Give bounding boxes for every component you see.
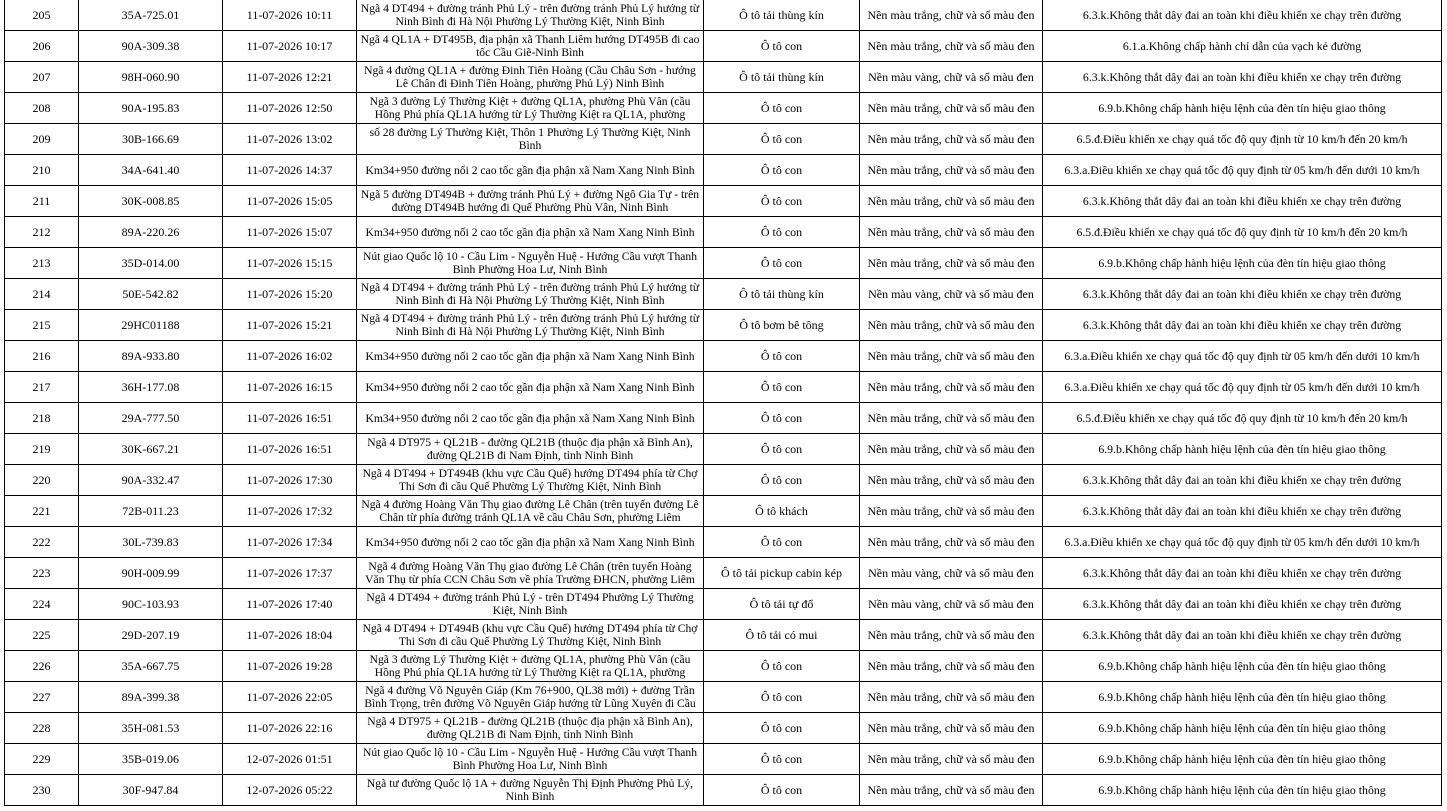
table-row xyxy=(5,155,1442,186)
timestamp-cell: 11-07-2026 17:40 xyxy=(223,589,357,620)
location-text: Nút giao Quốc lộ 10 - Cầu Lim - Nguyễn Huệ - Hướng Cầu vượt Thanh Bình Phường Hoa Lư, Ninh Bình xyxy=(362,250,698,276)
location-cell xyxy=(357,496,704,527)
location-cell xyxy=(357,341,704,372)
vehicle-type-cell: Ô tô tải có mui xyxy=(704,620,860,651)
timestamp-cell: 11-07-2026 15:21 xyxy=(223,310,357,341)
timestamp-cell: 11-07-2026 22:16 xyxy=(223,713,357,744)
vehicle-type-cell: Ô tô bơm bê tông xyxy=(704,310,860,341)
violation-cell: 6.5.đ.Điều khiển xe chạy quá tốc độ quy định từ 10 km/h đến 20 km/h xyxy=(1043,124,1442,155)
violation-cell: 6.9.b.Không chấp hành hiệu lệnh của đèn tín hiệu giao thông xyxy=(1043,775,1442,806)
location-text: Ngã 4 DT494 + đường tránh Phủ Lý - trên DT494 Phường Lý Thường Kiệt, Ninh Bình xyxy=(366,591,694,617)
vehicle-type-cell: Ô tô con xyxy=(704,465,860,496)
row-number-cell: 219 xyxy=(5,434,79,465)
table-row xyxy=(5,310,1442,341)
plate-color-cell: Nền màu trắng, chữ và số màu đen xyxy=(860,434,1043,465)
violation-cell: 6.3.k.Không thắt dây đai an toàn khi điều khiển xe chạy trên đường xyxy=(1043,279,1442,310)
location-text: Km34+950 đường nối 2 cao tốc gần địa phận xã Nam Xang Ninh Bình xyxy=(365,349,695,363)
timestamp-cell: 11-07-2026 16:15 xyxy=(223,372,357,403)
row-number-cell: 211 xyxy=(5,186,79,217)
violation-cell: 6.3.k.Không thắt dây đai an toàn khi điều khiển xe chạy trên đường xyxy=(1043,620,1442,651)
vehicle-type-cell: Ô tô tải pickup cabin kép xyxy=(704,558,860,589)
timestamp-cell: 11-07-2026 14:37 xyxy=(223,155,357,186)
table-row xyxy=(5,403,1442,434)
row-number-cell: 225 xyxy=(5,620,79,651)
vehicle-type-cell: Ô tô con xyxy=(704,186,860,217)
table-row xyxy=(5,682,1442,713)
license-plate-cell: 90H-009.99 xyxy=(79,558,223,589)
vehicle-type-cell: Ô tô con xyxy=(704,434,860,465)
row-number-cell: 217 xyxy=(5,372,79,403)
timestamp-cell: 11-07-2026 10:17 xyxy=(223,31,357,62)
timestamp-cell: 11-07-2026 16:02 xyxy=(223,341,357,372)
location-text: Ngã 4 DT975 + QL21B - đường QL21B (thuộc địa phận xã Bình An), đường QL21B đi Nam Định, tỉnh Ninh Bình xyxy=(367,715,693,741)
location-cell xyxy=(357,682,704,713)
license-plate-cell: 90C-103.93 xyxy=(79,589,223,620)
violation-cell: 6.9.b.Không chấp hành hiệu lệnh của đèn tín hiệu giao thông xyxy=(1043,682,1442,713)
location-text: Km34+950 đường nối 2 cao tốc gần địa phận xã Nam Xang Ninh Bình xyxy=(365,535,695,549)
vehicle-type-cell: Ô tô tải tự đổ xyxy=(704,589,860,620)
location-cell xyxy=(357,558,704,589)
violation-cell: 6.9.b.Không chấp hành hiệu lệnh của đèn tín hiệu giao thông xyxy=(1043,651,1442,682)
timestamp-cell: 11-07-2026 19:28 xyxy=(223,651,357,682)
violation-cell: 6.3.k.Không thắt dây đai an toàn khi điều khiển xe chạy trên đường xyxy=(1043,465,1442,496)
license-plate-cell: 35H-081.53 xyxy=(79,713,223,744)
row-number-cell: 209 xyxy=(5,124,79,155)
plate-color-cell: Nền màu trắng, chữ và số màu đen xyxy=(860,682,1043,713)
location-cell xyxy=(357,186,704,217)
timestamp-cell: 12-07-2026 01:51 xyxy=(223,744,357,775)
row-number-cell: 210 xyxy=(5,155,79,186)
vehicle-type-cell: Ô tô con xyxy=(704,651,860,682)
location-cell xyxy=(357,620,704,651)
location-text: số 28 đường Lý Thường Kiệt, Thôn 1 Phường Lý Thường Kiệt, Ninh Bình xyxy=(369,126,691,152)
location-text: Ngã 4 QL1A + DT495B, địa phận xã Thanh Liêm hướng DT495B đi cao tốc Cầu Giẽ-Ninh Bình xyxy=(360,33,700,59)
plate-color-cell: Nền màu vàng, chữ và số màu đen xyxy=(860,558,1043,589)
license-plate-cell: 90A-332.47 xyxy=(79,465,223,496)
plate-color-cell: Nền màu trắng, chữ và số màu đen xyxy=(860,217,1043,248)
table-row xyxy=(5,589,1442,620)
row-number-cell: 214 xyxy=(5,279,79,310)
license-plate-cell: 98H-060.90 xyxy=(79,62,223,93)
table-row xyxy=(5,124,1442,155)
plate-color-cell: Nền màu trắng, chữ và số màu đen xyxy=(860,31,1043,62)
vehicle-type-cell: Ô tô con xyxy=(704,713,860,744)
license-plate-cell: 29A-777.50 xyxy=(79,403,223,434)
plate-color-cell: Nền màu trắng, chữ và số màu đen xyxy=(860,465,1043,496)
timestamp-cell: 11-07-2026 17:37 xyxy=(223,558,357,589)
license-plate-cell: 30B-166.69 xyxy=(79,124,223,155)
violation-cell: 6.3.k.Không thắt dây đai an toàn khi điều khiển xe chạy trên đường xyxy=(1043,589,1442,620)
vehicle-type-cell: Ô tô con xyxy=(704,527,860,558)
location-text: Km34+950 đường nối 2 cao tốc gần địa phận xã Nam Xang Ninh Bình xyxy=(365,163,695,177)
plate-color-cell: Nền màu trắng, chữ và số màu đen xyxy=(860,0,1043,31)
violations-table xyxy=(4,0,1442,806)
timestamp-cell: 11-07-2026 15:20 xyxy=(223,279,357,310)
table-row xyxy=(5,434,1442,465)
row-number-cell: 208 xyxy=(5,93,79,124)
license-plate-cell: 35A-725.01 xyxy=(79,0,223,31)
table-row xyxy=(5,248,1442,279)
timestamp-cell: 11-07-2026 12:21 xyxy=(223,62,357,93)
table-row xyxy=(5,775,1442,806)
location-cell xyxy=(357,310,704,341)
row-number-cell: 218 xyxy=(5,403,79,434)
plate-color-cell: Nền màu trắng, chữ và số màu đen xyxy=(860,744,1043,775)
plate-color-cell: Nền màu vàng, chữ và số màu đen xyxy=(860,62,1043,93)
timestamp-cell: 11-07-2026 15:07 xyxy=(223,217,357,248)
table-row xyxy=(5,465,1442,496)
vehicle-type-cell: Ô tô con xyxy=(704,403,860,434)
timestamp-cell: 11-07-2026 18:04 xyxy=(223,620,357,651)
vehicle-type-cell: Ô tô con xyxy=(704,775,860,806)
vehicle-type-cell: Ô tô tải thùng kín xyxy=(704,279,860,310)
violation-cell: 6.3.a.Điều khiển xe chạy quá tốc độ quy định từ 05 km/h đến dưới 10 km/h xyxy=(1043,341,1442,372)
vehicle-type-cell: Ô tô tải thùng kín xyxy=(704,0,860,31)
violation-cell: 6.3.k.Không thắt dây đai an toàn khi điều khiển xe chạy trên đường xyxy=(1043,186,1442,217)
timestamp-cell: 11-07-2026 22:05 xyxy=(223,682,357,713)
license-plate-cell: 89A-220.26 xyxy=(79,217,223,248)
violation-cell: 6.5.đ.Điều khiển xe chạy quá tốc độ quy định từ 10 km/h đến 20 km/h xyxy=(1043,403,1442,434)
table-row xyxy=(5,713,1442,744)
table-row xyxy=(5,62,1442,93)
location-cell xyxy=(357,31,704,62)
row-number-cell: 221 xyxy=(5,496,79,527)
row-number-cell: 226 xyxy=(5,651,79,682)
timestamp-cell: 11-07-2026 16:51 xyxy=(223,403,357,434)
timestamp-cell: 11-07-2026 12:50 xyxy=(223,93,357,124)
license-plate-cell: 30K-008.85 xyxy=(79,186,223,217)
plate-color-cell: Nền màu trắng, chữ và số màu đen xyxy=(860,186,1043,217)
table-body xyxy=(5,0,1442,806)
location-cell xyxy=(357,403,704,434)
location-text: Ngã tư đường Quốc lộ 1A + đường Nguyễn Thị Định Phường Phủ Lý, Ninh Bình xyxy=(366,777,694,803)
vehicle-type-cell: Ô tô con xyxy=(704,744,860,775)
vehicle-type-cell: Ô tô con xyxy=(704,124,860,155)
plate-color-cell: Nền màu vàng, chữ và số màu đen xyxy=(860,279,1043,310)
location-text: Ngã 3 đường Lý Thường Kiệt + đường QL1A, phường Phù Vân (cầu Hồng Phú phía QL1A hướng từ Lý Thường Kiệt ra QL1A, phường xyxy=(369,95,691,121)
license-plate-cell: 35A-667.75 xyxy=(79,651,223,682)
location-text: Km34+950 đường nối 2 cao tốc gần địa phận xã Nam Xang Ninh Bình xyxy=(365,380,695,394)
row-number-cell: 222 xyxy=(5,527,79,558)
vehicle-type-cell: Ô tô con xyxy=(704,248,860,279)
vehicle-type-cell: Ô tô con xyxy=(704,341,860,372)
violation-cell: 6.9.b.Không chấp hành hiệu lệnh của đèn tín hiệu giao thông xyxy=(1043,713,1442,744)
table-row xyxy=(5,620,1442,651)
location-text: Ngã 4 DT494 + DT494B (khu vực Cầu Quế) hướng DT494 phía từ Chợ Thi Sơn đi cầu Quế Phường Lý Thường Kiệt, Ninh Bình xyxy=(362,467,698,493)
table-row xyxy=(5,279,1442,310)
plate-color-cell: Nền màu trắng, chữ và số màu đen xyxy=(860,155,1043,186)
license-plate-cell: 90A-309.38 xyxy=(79,31,223,62)
row-number-cell: 216 xyxy=(5,341,79,372)
plate-color-cell: Nền màu trắng, chữ và số màu đen xyxy=(860,124,1043,155)
location-text: Ngã 4 DT975 + QL21B - đường QL21B (thuộc địa phận xã Bình An), đường QL21B đi Nam Định, tỉnh Ninh Bình xyxy=(367,436,693,462)
timestamp-cell: 11-07-2026 16:51 xyxy=(223,434,357,465)
table-row xyxy=(5,372,1442,403)
license-plate-cell: 50E-542.82 xyxy=(79,279,223,310)
license-plate-cell: 29HC01188 xyxy=(79,310,223,341)
license-plate-cell: 90A-195.83 xyxy=(79,93,223,124)
location-text: Ngã 3 đường Lý Thường Kiệt + đường QL1A, phường Phù Vân (cầu Hồng Phú phía QL1A hướng từ Lý Thường Kiệt ra QL1A, phường xyxy=(369,653,691,679)
location-cell xyxy=(357,124,704,155)
license-plate-cell: 34A-641.40 xyxy=(79,155,223,186)
location-text: Ngã 4 DT494 + DT494B (khu vực Cầu Quế) hướng DT494 phía từ Chợ Thi Sơn đi cầu Quế Phường Lý Thường Kiệt, Ninh Bình xyxy=(362,622,698,648)
location-text: Ngã 4 DT494 + đường tránh Phủ Lý - trên đường tránh Phủ Lý hướng từ Ninh Bình đi Hà Nội Phường Lý Thường Kiệt, Ninh Bình xyxy=(360,281,700,307)
table-row xyxy=(5,0,1442,31)
location-cell xyxy=(357,279,704,310)
table-row xyxy=(5,217,1442,248)
license-plate-cell: 35B-019.06 xyxy=(79,744,223,775)
plate-color-cell: Nền màu trắng, chữ và số màu đen xyxy=(860,93,1043,124)
plate-color-cell: Nền màu trắng, chữ và số màu đen xyxy=(860,713,1043,744)
location-text: Ngã 4 DT494 + đường tránh Phủ Lý - trên đường tránh Phủ Lý hướng từ Ninh Bình đi Hà Nội Phường Lý Thường Kiệt, Ninh Bình xyxy=(360,2,700,28)
violation-cell: 6.9.b.Không chấp hành hiệu lệnh của đèn tín hiệu giao thông xyxy=(1043,744,1442,775)
row-number-cell: 223 xyxy=(5,558,79,589)
row-number-cell: 227 xyxy=(5,682,79,713)
location-text: Ngã 4 đường Hoàng Văn Thụ giao đường Lê Chân (trên tuyến đường Lê Chân từ phía đường tránh QL1A về cầu Châu Sơn, phường Liêm xyxy=(361,498,699,524)
vehicle-type-cell: Ô tô tải thùng kín xyxy=(704,62,860,93)
location-text: Ngã 4 đường QL1A + đường Đinh Tiên Hoàng (Cầu Châu Sơn - hướng Lê Chân đi Đinh Tiên Hoàng, phường Phủ Lý) Ninh Bình xyxy=(364,64,696,90)
table-row xyxy=(5,558,1442,589)
row-number-cell: 213 xyxy=(5,248,79,279)
location-cell xyxy=(357,713,704,744)
location-text: Ngã 4 đường Võ Nguyên Giáp (Km 76+900, QL38 mới) + đường Trần Bình Trọng, trên đường Võ Nguyên Giáp hướng từ Lũng Xuyên đi Cầu xyxy=(364,684,696,710)
plate-color-cell: Nền màu trắng, chữ và số màu đen xyxy=(860,310,1043,341)
timestamp-cell: 11-07-2026 15:05 xyxy=(223,186,357,217)
license-plate-cell: 30F-947.84 xyxy=(79,775,223,806)
row-number-cell: 206 xyxy=(5,31,79,62)
table-row xyxy=(5,93,1442,124)
row-number-cell: 224 xyxy=(5,589,79,620)
location-cell xyxy=(357,372,704,403)
license-plate-cell: 89A-399.38 xyxy=(79,682,223,713)
location-cell xyxy=(357,0,704,31)
table-row xyxy=(5,31,1442,62)
location-cell xyxy=(357,434,704,465)
violation-cell: 6.3.k.Không thắt dây đai an toàn khi điều khiển xe chạy trên đường xyxy=(1043,496,1442,527)
vehicle-type-cell: Ô tô con xyxy=(704,372,860,403)
location-cell xyxy=(357,527,704,558)
timestamp-cell: 11-07-2026 17:34 xyxy=(223,527,357,558)
location-cell xyxy=(357,93,704,124)
row-number-cell: 230 xyxy=(5,775,79,806)
violation-cell: 6.3.k.Không thắt dây đai an toàn khi điều khiển xe chạy trên đường xyxy=(1043,0,1442,31)
license-plate-cell: 89A-933.80 xyxy=(79,341,223,372)
vehicle-type-cell: Ô tô con xyxy=(704,155,860,186)
location-cell xyxy=(357,155,704,186)
license-plate-cell: 30L-739.83 xyxy=(79,527,223,558)
license-plate-cell: 35D-014.00 xyxy=(79,248,223,279)
row-number-cell: 215 xyxy=(5,310,79,341)
table-row xyxy=(5,496,1442,527)
plate-color-cell: Nền màu trắng, chữ và số màu đen xyxy=(860,248,1043,279)
license-plate-cell: 36H-177.08 xyxy=(79,372,223,403)
timestamp-cell: 12-07-2026 05:22 xyxy=(223,775,357,806)
row-number-cell: 228 xyxy=(5,713,79,744)
plate-color-cell: Nền màu trắng, chữ và số màu đen xyxy=(860,403,1043,434)
row-number-cell: 229 xyxy=(5,744,79,775)
location-cell xyxy=(357,465,704,496)
location-text: Nút giao Quốc lộ 10 - Cầu Lim - Nguyễn Huệ - Hướng Cầu vượt Thanh Bình Phường Hoa Lư, Ninh Bình xyxy=(362,746,698,772)
vehicle-type-cell: Ô tô con xyxy=(704,31,860,62)
violation-cell: 6.9.b.Không chấp hành hiệu lệnh của đèn tín hiệu giao thông xyxy=(1043,434,1442,465)
plate-color-cell: Nền màu trắng, chữ và số màu đen xyxy=(860,775,1043,806)
table-row xyxy=(5,527,1442,558)
table-row xyxy=(5,651,1442,682)
license-plate-cell: 72B-011.23 xyxy=(79,496,223,527)
location-cell xyxy=(357,589,704,620)
row-number-cell: 212 xyxy=(5,217,79,248)
plate-color-cell: Nền màu vàng, chữ và số màu đen xyxy=(860,589,1043,620)
violation-cell: 6.3.a.Điều khiển xe chạy quá tốc độ quy định từ 05 km/h đến dưới 10 km/h xyxy=(1043,372,1442,403)
vehicle-type-cell: Ô tô con xyxy=(704,217,860,248)
vehicle-type-cell: Ô tô con xyxy=(704,682,860,713)
location-text: Km34+950 đường nối 2 cao tốc gần địa phận xã Nam Xang Ninh Bình xyxy=(365,225,695,239)
violation-cell: 6.5.đ.Điều khiển xe chạy quá tốc độ quy định từ 10 km/h đến 20 km/h xyxy=(1043,217,1442,248)
violation-cell: 6.9.b.Không chấp hành hiệu lệnh của đèn tín hiệu giao thông xyxy=(1043,248,1442,279)
location-cell xyxy=(357,744,704,775)
violation-cell: 6.3.k.Không thắt dây đai an toàn khi điều khiển xe chạy trên đường xyxy=(1043,62,1442,93)
timestamp-cell: 11-07-2026 13:02 xyxy=(223,124,357,155)
plate-color-cell: Nền màu trắng, chữ và số màu đen xyxy=(860,496,1043,527)
row-number-cell: 205 xyxy=(5,0,79,31)
table-row xyxy=(5,744,1442,775)
timestamp-cell: 11-07-2026 17:32 xyxy=(223,496,357,527)
violation-cell: 6.3.a.Điều khiển xe chạy quá tốc độ quy định từ 05 km/h đến dưới 10 km/h xyxy=(1043,155,1442,186)
location-cell xyxy=(357,217,704,248)
timestamp-cell: 11-07-2026 10:11 xyxy=(223,0,357,31)
table-row xyxy=(5,341,1442,372)
plate-color-cell: Nền màu trắng, chữ và số màu đen xyxy=(860,651,1043,682)
location-text: Ngã 4 đường Hoàng Văn Thụ giao đường Lê Chân (trên tuyến Hoàng Văn Thụ từ phía CCN Châu Sơn về phía Trường ĐHCN, phường Liêm xyxy=(365,560,695,586)
violation-cell: 6.3.k.Không thắt dây đai an toàn khi điều khiển xe chạy trên đường xyxy=(1043,310,1442,341)
violation-cell: 6.9.b.Không chấp hành hiệu lệnh của đèn tín hiệu giao thông xyxy=(1043,93,1442,124)
vehicle-type-cell: Ô tô con xyxy=(704,93,860,124)
location-text: Ngã 5 đường DT494B + đường tránh Phủ Lý + đường Ngô Gia Tự - trên đường DT494B hướng đi Quế Phường Phù Vân, Ninh Bình xyxy=(360,188,700,214)
violation-cell: 6.3.k.Không thắt dây đai an toàn khi điều khiển xe chạy trên đường xyxy=(1043,558,1442,589)
row-number-cell: 207 xyxy=(5,62,79,93)
violation-cell: 6.1.a.Không chấp hành chỉ dẫn của vạch kẻ đường xyxy=(1043,31,1442,62)
plate-color-cell: Nền màu trắng, chữ và số màu đen xyxy=(860,372,1043,403)
location-cell xyxy=(357,62,704,93)
vehicle-type-cell: Ô tô khách xyxy=(704,496,860,527)
timestamp-cell: 11-07-2026 17:30 xyxy=(223,465,357,496)
location-text: Km34+950 đường nối 2 cao tốc gần địa phận xã Nam Xang Ninh Bình xyxy=(365,411,695,425)
license-plate-cell: 30K-667.21 xyxy=(79,434,223,465)
violation-cell: 6.3.a.Điều khiển xe chạy quá tốc độ quy định từ 05 km/h đến dưới 10 km/h xyxy=(1043,527,1442,558)
plate-color-cell: Nền màu trắng, chữ và số màu đen xyxy=(860,341,1043,372)
table-row xyxy=(5,186,1442,217)
license-plate-cell: 29D-207.19 xyxy=(79,620,223,651)
row-number-cell: 220 xyxy=(5,465,79,496)
location-text: Ngã 4 DT494 + đường tránh Phủ Lý - trên đường tránh Phủ Lý hướng từ Ninh Bình đi Hà Nội Phường Lý Thường Kiệt, Ninh Bình xyxy=(360,312,700,338)
plate-color-cell: Nền màu trắng, chữ và số màu đen xyxy=(860,620,1043,651)
location-cell xyxy=(357,775,704,806)
plate-color-cell: Nền màu trắng, chữ và số màu đen xyxy=(860,527,1043,558)
location-cell xyxy=(357,248,704,279)
location-cell xyxy=(357,651,704,682)
timestamp-cell: 11-07-2026 15:15 xyxy=(223,248,357,279)
